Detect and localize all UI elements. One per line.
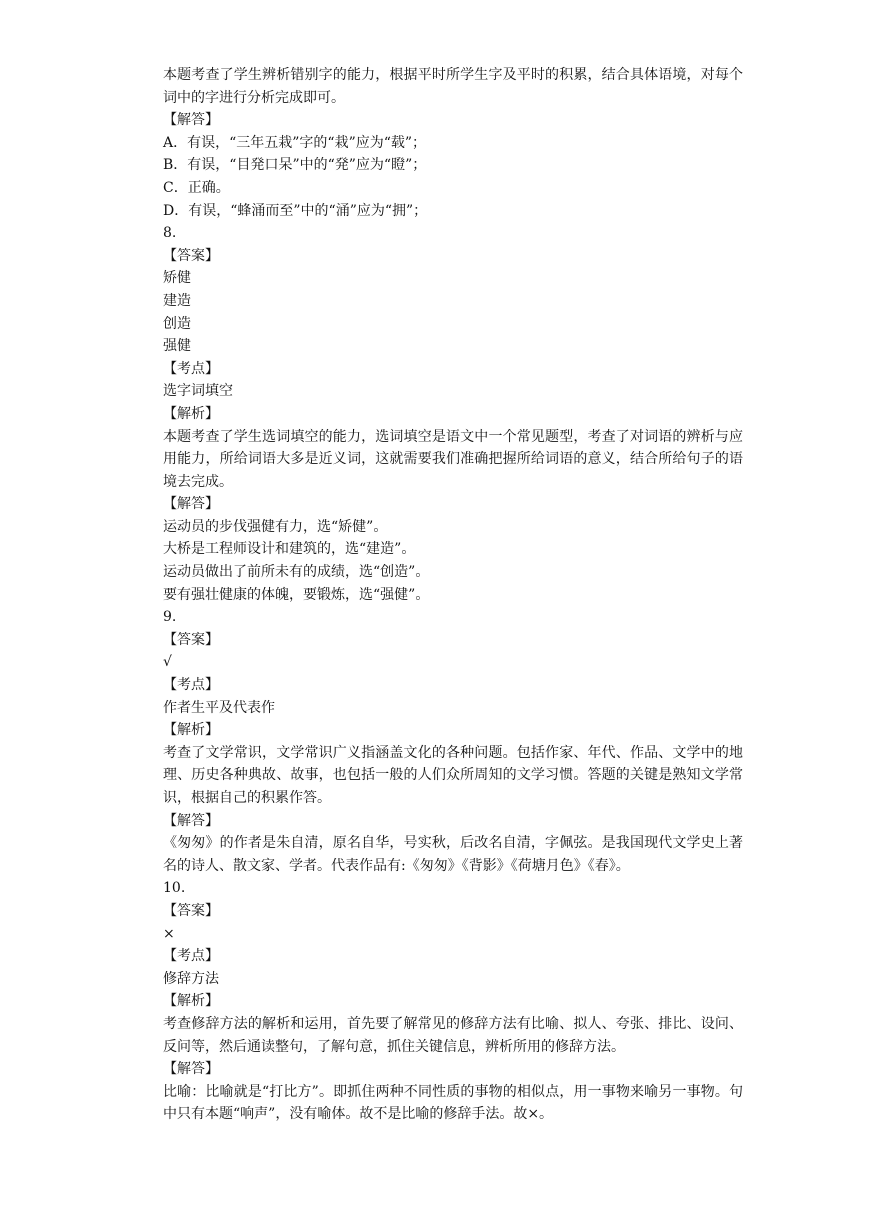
q8-analysis-paragraph: 本题考查了学生选词填空的能力，选词填空是语文中一个常见题型，考查了对词语的辨析与应用能力，所给词语大多是近义词，这就需要我们准确把握所给词语的意义，结合所给句子的语境去完成。 <box>163 428 743 490</box>
q9-point-label: 【考点】 <box>163 677 219 694</box>
q9-analysis-label: 【解析】 <box>163 722 219 739</box>
q8-number: 8. <box>163 225 177 242</box>
q8-answer-item: 矫健 <box>163 270 191 287</box>
q7-option-a: A．有误，“三年五栽”字的“栽”应为“载”； <box>163 134 427 151</box>
q8-answer-item: 创造 <box>163 315 191 332</box>
q9-answer-check-mark: √ <box>163 654 172 671</box>
q9-solution-paragraph: 《匆匆》的作者是朱自清，原名自华，号实秋，后改名自清，字佩弦。是我国现代文学史上著名的诗人、散文家、学者。代表作品有:《匆匆》《背影》《荷塘月色》《春》。 <box>163 835 743 874</box>
q8-analysis-label: 【解析】 <box>163 405 219 422</box>
q9-analysis-paragraph: 考查了文学常识，文学常识广义指涵盖文化的各种问题。包括作家、年代、作品、文学中的地理、历史各种典故、故事，也包括一般的人们众所周知的文学习惯。答题的关键是熟知文学常识，根据自己的积累作答。 <box>163 744 743 806</box>
q10-number: 10. <box>163 880 186 897</box>
q8-solution-item: 运动员的步伐强健有力，选“矫健”。 <box>163 518 388 535</box>
q9-number: 9. <box>163 609 177 626</box>
q8-solution-item: 要有强壮健康的体魄，要锻炼，选“强健”。 <box>163 586 430 603</box>
q8-solution-label: 【解答】 <box>163 496 219 513</box>
q7-option-d: D．有误，“蜂涌而至”中的“涌”应为“拥”； <box>163 202 428 219</box>
q10-point: 修辞方法 <box>163 970 219 987</box>
q7-option-c: C．正确。 <box>163 179 230 196</box>
q8-answer-item: 强健 <box>163 338 191 355</box>
q10-solution-paragraph: 比喻：比喻就是“打比方”。即抓住两种不同性质的事物的相似点，用一事物来喻另一事物。句中只有本题“响声”，没有喻体。故不是比喻的修辞手法。故×。 <box>163 1083 743 1123</box>
q8-point: 选字词填空 <box>163 383 233 400</box>
q10-analysis-label: 【解析】 <box>163 993 219 1010</box>
q8-answer-label: 【答案】 <box>163 247 219 264</box>
document-page <box>163 64 743 1126</box>
q8-answer-item: 建造 <box>163 292 191 309</box>
q9-solution-label: 【解答】 <box>163 812 219 829</box>
q10-solution-label: 【解答】 <box>163 1061 219 1078</box>
q7-solution-label: 【解答】 <box>163 112 219 129</box>
q9-answer-label: 【答案】 <box>163 631 219 648</box>
q7-option-b: B．有误，“目発口呆”中的“発”应为“瞪”； <box>163 157 427 174</box>
q10-analysis-paragraph: 考查修辞方法的解析和运用，首先要了解常见的修辞方法有比喻、拟人、夸张、排比、设问、反问等，然后通读整句，了解句意，抓住关键信息，辨析所用的修辞方法。 <box>163 1015 743 1055</box>
q7-intro-paragraph: 本题考查了学生辨析错别字的能力，根据平时所学生字及平时的积累，结合具体语境，对每个词中的字进行分析完成即可。 <box>163 67 743 106</box>
q9-point: 作者生平及代表作 <box>163 699 275 716</box>
q8-solution-item: 运动员做出了前所未有的成绩，选“创造”。 <box>163 564 430 581</box>
q10-answer-cross-mark: × <box>163 925 175 942</box>
q10-point-label: 【考点】 <box>163 948 219 965</box>
q8-solution-item: 大桥是工程师设计和建筑的，选“建造”。 <box>163 541 416 558</box>
q10-answer-label: 【答案】 <box>163 902 219 919</box>
q8-point-label: 【考点】 <box>163 360 219 377</box>
